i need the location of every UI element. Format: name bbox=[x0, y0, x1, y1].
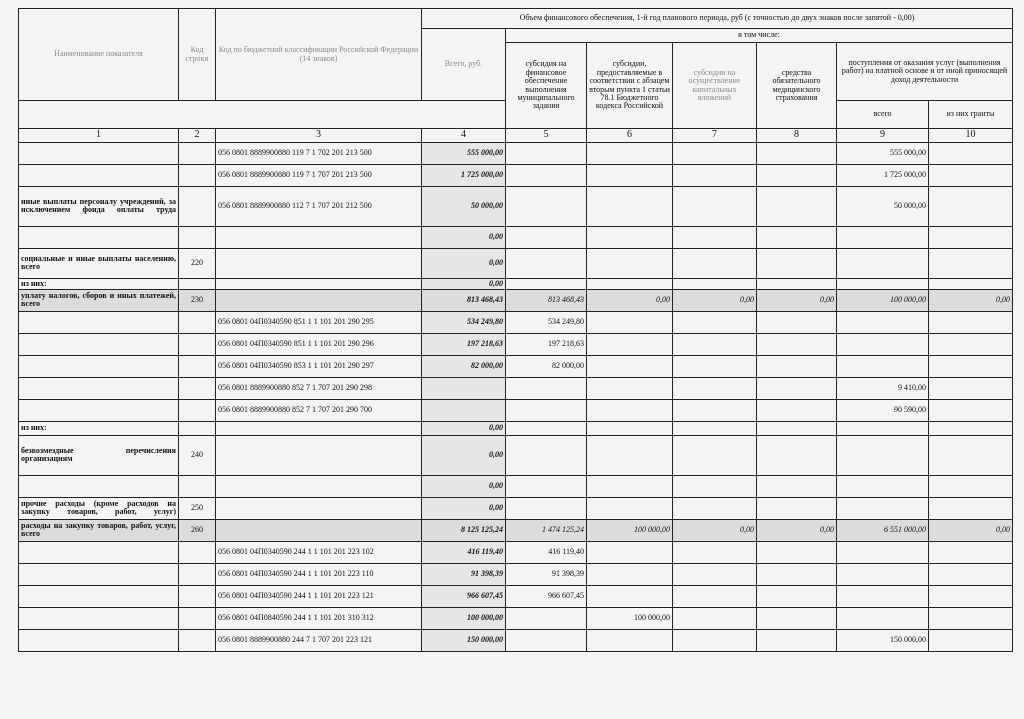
amount-c8 bbox=[757, 142, 837, 164]
table-row bbox=[19, 186, 1013, 226]
row-code bbox=[179, 278, 216, 289]
amount-c8 bbox=[757, 585, 837, 607]
amount-c9 bbox=[837, 585, 929, 607]
amount-c9: 90 590,00 bbox=[837, 399, 929, 421]
amount-c7 bbox=[673, 563, 757, 585]
amount-c6: 0,00 bbox=[587, 289, 673, 311]
budget-classification-code: 056 0801 8889900880 119 7 1 707 201 213 500 bbox=[216, 164, 422, 186]
amount-c9: 1 725 000,00 bbox=[837, 164, 929, 186]
column-number-4: 4 bbox=[422, 129, 506, 143]
column-number-1: 1 bbox=[19, 129, 179, 143]
amount-c10 bbox=[929, 333, 1013, 355]
amount-c9: 9 410,00 bbox=[837, 377, 929, 399]
table-row bbox=[19, 355, 1013, 377]
amount-c7 bbox=[673, 186, 757, 226]
amount-c5 bbox=[506, 377, 587, 399]
amount-c5: 197 218,63 bbox=[506, 333, 587, 355]
amount-c5 bbox=[506, 142, 587, 164]
amount-c8 bbox=[757, 563, 837, 585]
amount-c6 bbox=[587, 226, 673, 248]
amount-c7: 0,00 bbox=[673, 519, 757, 541]
amount-c6 bbox=[587, 629, 673, 651]
amount-c5: 1 474 125,24 bbox=[506, 519, 587, 541]
total-amount: 150 000,00 bbox=[422, 629, 506, 651]
table-row bbox=[19, 164, 1013, 186]
column-number-8: 8 bbox=[757, 129, 837, 143]
total-amount: 0,00 bbox=[422, 248, 506, 278]
amount-c6: 100 000,00 bbox=[587, 607, 673, 629]
header-subsidy-78: субсидии, предоставляемые в соответствии с абзацем вторым пункта 1 статьи 78.1 Бюджетного кодекса Российской bbox=[587, 43, 673, 129]
table-row bbox=[19, 435, 1013, 475]
column-number-6: 6 bbox=[587, 129, 673, 143]
amount-c10 bbox=[929, 629, 1013, 651]
amount-c8 bbox=[757, 497, 837, 519]
indicator-name bbox=[19, 142, 179, 164]
indicator-name bbox=[19, 563, 179, 585]
indicator-name: уплату налогов, сборов и иных платежей, всего bbox=[19, 289, 179, 311]
row-code bbox=[179, 333, 216, 355]
row-code bbox=[179, 475, 216, 497]
table-row bbox=[19, 142, 1013, 164]
amount-c6 bbox=[587, 248, 673, 278]
indicator-name bbox=[19, 607, 179, 629]
amount-c5: 813 468,43 bbox=[506, 289, 587, 311]
row-code bbox=[179, 186, 216, 226]
amount-c9 bbox=[837, 355, 929, 377]
total-amount: 1 725 000,00 bbox=[422, 164, 506, 186]
budget-classification-code bbox=[216, 289, 422, 311]
amount-c9 bbox=[837, 278, 929, 289]
amount-c10 bbox=[929, 399, 1013, 421]
amount-c10 bbox=[929, 311, 1013, 333]
amount-c7 bbox=[673, 421, 757, 435]
indicator-name: из них: bbox=[19, 278, 179, 289]
amount-c6 bbox=[587, 333, 673, 355]
header-financing-volume: Объем финансового обеспечения, 1-й год планового периода, руб (с точностью до двух знаков после запятой - 0,00) bbox=[422, 9, 1013, 29]
total-amount: 0,00 bbox=[422, 497, 506, 519]
amount-c5: 82 000,00 bbox=[506, 355, 587, 377]
header-subsidy-task: субсидия на финансовое обеспечение выполнения муниципального задания bbox=[506, 43, 587, 129]
amount-c7 bbox=[673, 278, 757, 289]
row-code bbox=[179, 563, 216, 585]
amount-c7 bbox=[673, 355, 757, 377]
table-row bbox=[19, 377, 1013, 399]
amount-c7 bbox=[673, 399, 757, 421]
budget-classification-code bbox=[216, 421, 422, 435]
amount-c9 bbox=[837, 421, 929, 435]
amount-c10 bbox=[929, 475, 1013, 497]
amount-c9 bbox=[837, 311, 929, 333]
amount-c6 bbox=[587, 497, 673, 519]
amount-c7 bbox=[673, 629, 757, 651]
row-code bbox=[179, 377, 216, 399]
budget-classification-code: 056 0801 8889900880 119 7 1 702 201 213 500 bbox=[216, 142, 422, 164]
total-amount: 0,00 bbox=[422, 475, 506, 497]
header-including: в том числе: bbox=[506, 29, 1013, 43]
column-number-3: 3 bbox=[216, 129, 422, 143]
row-code bbox=[179, 585, 216, 607]
amount-c6 bbox=[587, 186, 673, 226]
amount-c5 bbox=[506, 399, 587, 421]
amount-c7 bbox=[673, 475, 757, 497]
amount-c8 bbox=[757, 248, 837, 278]
table-row bbox=[19, 629, 1013, 651]
total-amount: 534 249,80 bbox=[422, 311, 506, 333]
amount-c10 bbox=[929, 278, 1013, 289]
budget-classification-code: 056 0801 8889900880 852 7 1 707 201 290 700 bbox=[216, 399, 422, 421]
budget-classification-code: 056 0801 8889900880 244 7 1 707 201 223 121 bbox=[216, 629, 422, 651]
amount-c8: 0,00 bbox=[757, 289, 837, 311]
amount-c10 bbox=[929, 142, 1013, 164]
budget-classification-code: 056 0801 04П0340590 851 1 1 101 201 290 296 bbox=[216, 333, 422, 355]
header-total: Всего, руб. bbox=[422, 29, 506, 101]
column-number-10: 10 bbox=[929, 129, 1013, 143]
amount-c6 bbox=[587, 541, 673, 563]
amount-c9 bbox=[837, 226, 929, 248]
budget-classification-code: 056 0801 8889900880 852 7 1 707 201 290 298 bbox=[216, 377, 422, 399]
row-code bbox=[179, 399, 216, 421]
budget-classification-code bbox=[216, 435, 422, 475]
amount-c10 bbox=[929, 421, 1013, 435]
header-row-code: Код строки bbox=[179, 9, 216, 101]
amount-c5 bbox=[506, 421, 587, 435]
indicator-name: иные выплаты персоналу учреждений, за исключением фонда оплаты труда bbox=[19, 186, 179, 226]
table-row bbox=[19, 248, 1013, 278]
total-amount bbox=[422, 377, 506, 399]
amount-c7 bbox=[673, 311, 757, 333]
amount-c8 bbox=[757, 186, 837, 226]
amount-c8: 0,00 bbox=[757, 519, 837, 541]
amount-c5 bbox=[506, 226, 587, 248]
row-code: 260 bbox=[179, 519, 216, 541]
total-amount: 416 119,40 bbox=[422, 541, 506, 563]
amount-c9 bbox=[837, 333, 929, 355]
row-code bbox=[179, 607, 216, 629]
amount-c10: 0,00 bbox=[929, 519, 1013, 541]
amount-c7 bbox=[673, 377, 757, 399]
total-amount: 8 125 125,24 bbox=[422, 519, 506, 541]
amount-c6 bbox=[587, 399, 673, 421]
amount-c7 bbox=[673, 164, 757, 186]
total-amount: 966 607,45 bbox=[422, 585, 506, 607]
budget-classification-code bbox=[216, 519, 422, 541]
header-indicator-name: Наименование показателя bbox=[19, 9, 179, 101]
indicator-name bbox=[19, 541, 179, 563]
table-row bbox=[19, 563, 1013, 585]
budget-classification-code: 056 0801 04П0340590 244 1 1 101 201 223 110 bbox=[216, 563, 422, 585]
amount-c10 bbox=[929, 226, 1013, 248]
indicator-name bbox=[19, 311, 179, 333]
indicator-name bbox=[19, 226, 179, 248]
budget-classification-code bbox=[216, 278, 422, 289]
total-amount: 91 398,39 bbox=[422, 563, 506, 585]
amount-c6 bbox=[587, 475, 673, 497]
amount-c10 bbox=[929, 248, 1013, 278]
amount-c8 bbox=[757, 164, 837, 186]
indicator-name bbox=[19, 399, 179, 421]
table-body bbox=[19, 142, 1013, 651]
amount-c7 bbox=[673, 585, 757, 607]
amount-c7 bbox=[673, 226, 757, 248]
amount-c5 bbox=[506, 497, 587, 519]
amount-c5: 91 398,39 bbox=[506, 563, 587, 585]
total-amount: 555 000,00 bbox=[422, 142, 506, 164]
total-amount: 197 218,63 bbox=[422, 333, 506, 355]
amount-c7 bbox=[673, 435, 757, 475]
budget-classification-code: 056 0801 04П0340590 244 1 1 101 201 223 102 bbox=[216, 541, 422, 563]
budget-classification-code: 056 0801 04П0340590 851 1 1 101 201 290 295 bbox=[216, 311, 422, 333]
amount-c5 bbox=[506, 607, 587, 629]
amount-c6 bbox=[587, 164, 673, 186]
amount-c10 bbox=[929, 435, 1013, 475]
column-number-row bbox=[19, 129, 1013, 143]
financial-plan-table bbox=[18, 8, 1013, 652]
amount-c9: 50 000,00 bbox=[837, 186, 929, 226]
amount-c8 bbox=[757, 355, 837, 377]
amount-c9 bbox=[837, 541, 929, 563]
indicator-name: расходы на закупку товаров, работ, услуг, всего bbox=[19, 519, 179, 541]
amount-c9 bbox=[837, 435, 929, 475]
amount-c6 bbox=[587, 142, 673, 164]
budget-classification-code bbox=[216, 475, 422, 497]
total-amount: 0,00 bbox=[422, 226, 506, 248]
indicator-name: социальные и иные выплаты населению, всего bbox=[19, 248, 179, 278]
amount-c5 bbox=[506, 186, 587, 226]
amount-c6 bbox=[587, 435, 673, 475]
amount-c7 bbox=[673, 541, 757, 563]
row-code bbox=[179, 226, 216, 248]
total-amount: 50 000,00 bbox=[422, 186, 506, 226]
amount-c9: 555 000,00 bbox=[837, 142, 929, 164]
row-code bbox=[179, 355, 216, 377]
total-amount: 82 000,00 bbox=[422, 355, 506, 377]
row-code bbox=[179, 311, 216, 333]
header-paid-services: поступления от оказания услуг (выполнения работ) на платной основе и от иной приносящей доход деятельности bbox=[837, 43, 1013, 101]
table-row bbox=[19, 311, 1013, 333]
table-row bbox=[19, 399, 1013, 421]
amount-c9 bbox=[837, 607, 929, 629]
amount-c6 bbox=[587, 278, 673, 289]
amount-c6 bbox=[587, 311, 673, 333]
amount-c7 bbox=[673, 142, 757, 164]
table-row bbox=[19, 421, 1013, 435]
row-code: 240 bbox=[179, 435, 216, 475]
budget-classification-code: 056 0801 04П0340590 853 1 1 101 201 290 297 bbox=[216, 355, 422, 377]
amount-c5 bbox=[506, 164, 587, 186]
budget-classification-code: 056 0801 04П0340590 244 1 1 101 201 223 121 bbox=[216, 585, 422, 607]
amount-c5 bbox=[506, 475, 587, 497]
indicator-name bbox=[19, 585, 179, 607]
amount-c5 bbox=[506, 629, 587, 651]
amount-c8 bbox=[757, 629, 837, 651]
table-row bbox=[19, 585, 1013, 607]
amount-c8 bbox=[757, 421, 837, 435]
amount-c6 bbox=[587, 563, 673, 585]
budget-classification-code: 056 0801 04П0840590 244 1 1 101 201 310 312 bbox=[216, 607, 422, 629]
column-number-5: 5 bbox=[506, 129, 587, 143]
amount-c10 bbox=[929, 497, 1013, 519]
indicator-name bbox=[19, 475, 179, 497]
amount-c9: 150 000,00 bbox=[837, 629, 929, 651]
table-row bbox=[19, 607, 1013, 629]
amount-c8 bbox=[757, 475, 837, 497]
table-row bbox=[19, 497, 1013, 519]
header-budget-code: Код по бюджетной классификации Российской Федерации (14 знаков) bbox=[216, 9, 422, 101]
table-row bbox=[19, 226, 1013, 248]
amount-c6: 100 000,00 bbox=[587, 519, 673, 541]
amount-c8 bbox=[757, 377, 837, 399]
amount-c9: 100 000,00 bbox=[837, 289, 929, 311]
table-row bbox=[19, 519, 1013, 541]
amount-c7 bbox=[673, 497, 757, 519]
budget-classification-code bbox=[216, 226, 422, 248]
total-amount: 0,00 bbox=[422, 278, 506, 289]
amount-c10: 0,00 bbox=[929, 289, 1013, 311]
amount-c5 bbox=[506, 278, 587, 289]
amount-c7 bbox=[673, 333, 757, 355]
row-code: 220 bbox=[179, 248, 216, 278]
amount-c5 bbox=[506, 435, 587, 475]
amount-c5: 416 119,40 bbox=[506, 541, 587, 563]
row-code: 250 bbox=[179, 497, 216, 519]
amount-c8 bbox=[757, 226, 837, 248]
amount-c8 bbox=[757, 333, 837, 355]
amount-c7: 0,00 bbox=[673, 289, 757, 311]
amount-c5 bbox=[506, 248, 587, 278]
indicator-name bbox=[19, 164, 179, 186]
amount-c10 bbox=[929, 164, 1013, 186]
row-code bbox=[179, 629, 216, 651]
amount-c9 bbox=[837, 563, 929, 585]
row-code bbox=[179, 421, 216, 435]
amount-c10 bbox=[929, 607, 1013, 629]
amount-c6 bbox=[587, 355, 673, 377]
amount-c8 bbox=[757, 607, 837, 629]
budget-classification-code: 056 0801 8889900880 112 7 1 707 201 212 500 bbox=[216, 186, 422, 226]
row-code bbox=[179, 164, 216, 186]
total-amount: 813 468,43 bbox=[422, 289, 506, 311]
header-paid-total: всего bbox=[837, 101, 929, 129]
amount-c7 bbox=[673, 607, 757, 629]
indicator-name bbox=[19, 377, 179, 399]
amount-c10 bbox=[929, 355, 1013, 377]
table-row bbox=[19, 475, 1013, 497]
total-amount: 100 000,00 bbox=[422, 607, 506, 629]
amount-c10 bbox=[929, 585, 1013, 607]
total-amount bbox=[422, 399, 506, 421]
amount-c6 bbox=[587, 421, 673, 435]
budget-classification-code bbox=[216, 248, 422, 278]
amount-c6 bbox=[587, 585, 673, 607]
amount-c10 bbox=[929, 541, 1013, 563]
table-row bbox=[19, 289, 1013, 311]
amount-c10 bbox=[929, 186, 1013, 226]
table-row bbox=[19, 541, 1013, 563]
row-code: 230 bbox=[179, 289, 216, 311]
header-oms-funds: средства обязательного медицинского страхования bbox=[757, 43, 837, 129]
column-number-7: 7 bbox=[673, 129, 757, 143]
table-row bbox=[19, 278, 1013, 289]
column-number-9: 9 bbox=[837, 129, 929, 143]
indicator-name: прочие расходы (кроме расходов на закупку товаров, работ, услуг) bbox=[19, 497, 179, 519]
amount-c9 bbox=[837, 475, 929, 497]
indicator-name bbox=[19, 333, 179, 355]
amount-c9 bbox=[837, 248, 929, 278]
amount-c8 bbox=[757, 311, 837, 333]
amount-c9 bbox=[837, 497, 929, 519]
row-code bbox=[179, 541, 216, 563]
amount-c8 bbox=[757, 541, 837, 563]
amount-c8 bbox=[757, 435, 837, 475]
indicator-name: из них: bbox=[19, 421, 179, 435]
amount-c10 bbox=[929, 563, 1013, 585]
amount-c5: 966 607,45 bbox=[506, 585, 587, 607]
column-number-2: 2 bbox=[179, 129, 216, 143]
header-grants: из них гранты bbox=[929, 101, 1013, 129]
indicator-name bbox=[19, 629, 179, 651]
amount-c10 bbox=[929, 377, 1013, 399]
row-code bbox=[179, 142, 216, 164]
budget-classification-code bbox=[216, 497, 422, 519]
amount-c9: 6 551 000,00 bbox=[837, 519, 929, 541]
amount-c7 bbox=[673, 248, 757, 278]
indicator-name bbox=[19, 355, 179, 377]
amount-c5: 534 249,80 bbox=[506, 311, 587, 333]
total-amount: 0,00 bbox=[422, 435, 506, 475]
amount-c8 bbox=[757, 278, 837, 289]
total-amount: 0,00 bbox=[422, 421, 506, 435]
header-subsidy-capital: субсидии на осуществление капитальных вложений bbox=[673, 43, 757, 129]
amount-c6 bbox=[587, 377, 673, 399]
table-row bbox=[19, 333, 1013, 355]
indicator-name: безвозмездные перечисления организациям bbox=[19, 435, 179, 475]
amount-c8 bbox=[757, 399, 837, 421]
